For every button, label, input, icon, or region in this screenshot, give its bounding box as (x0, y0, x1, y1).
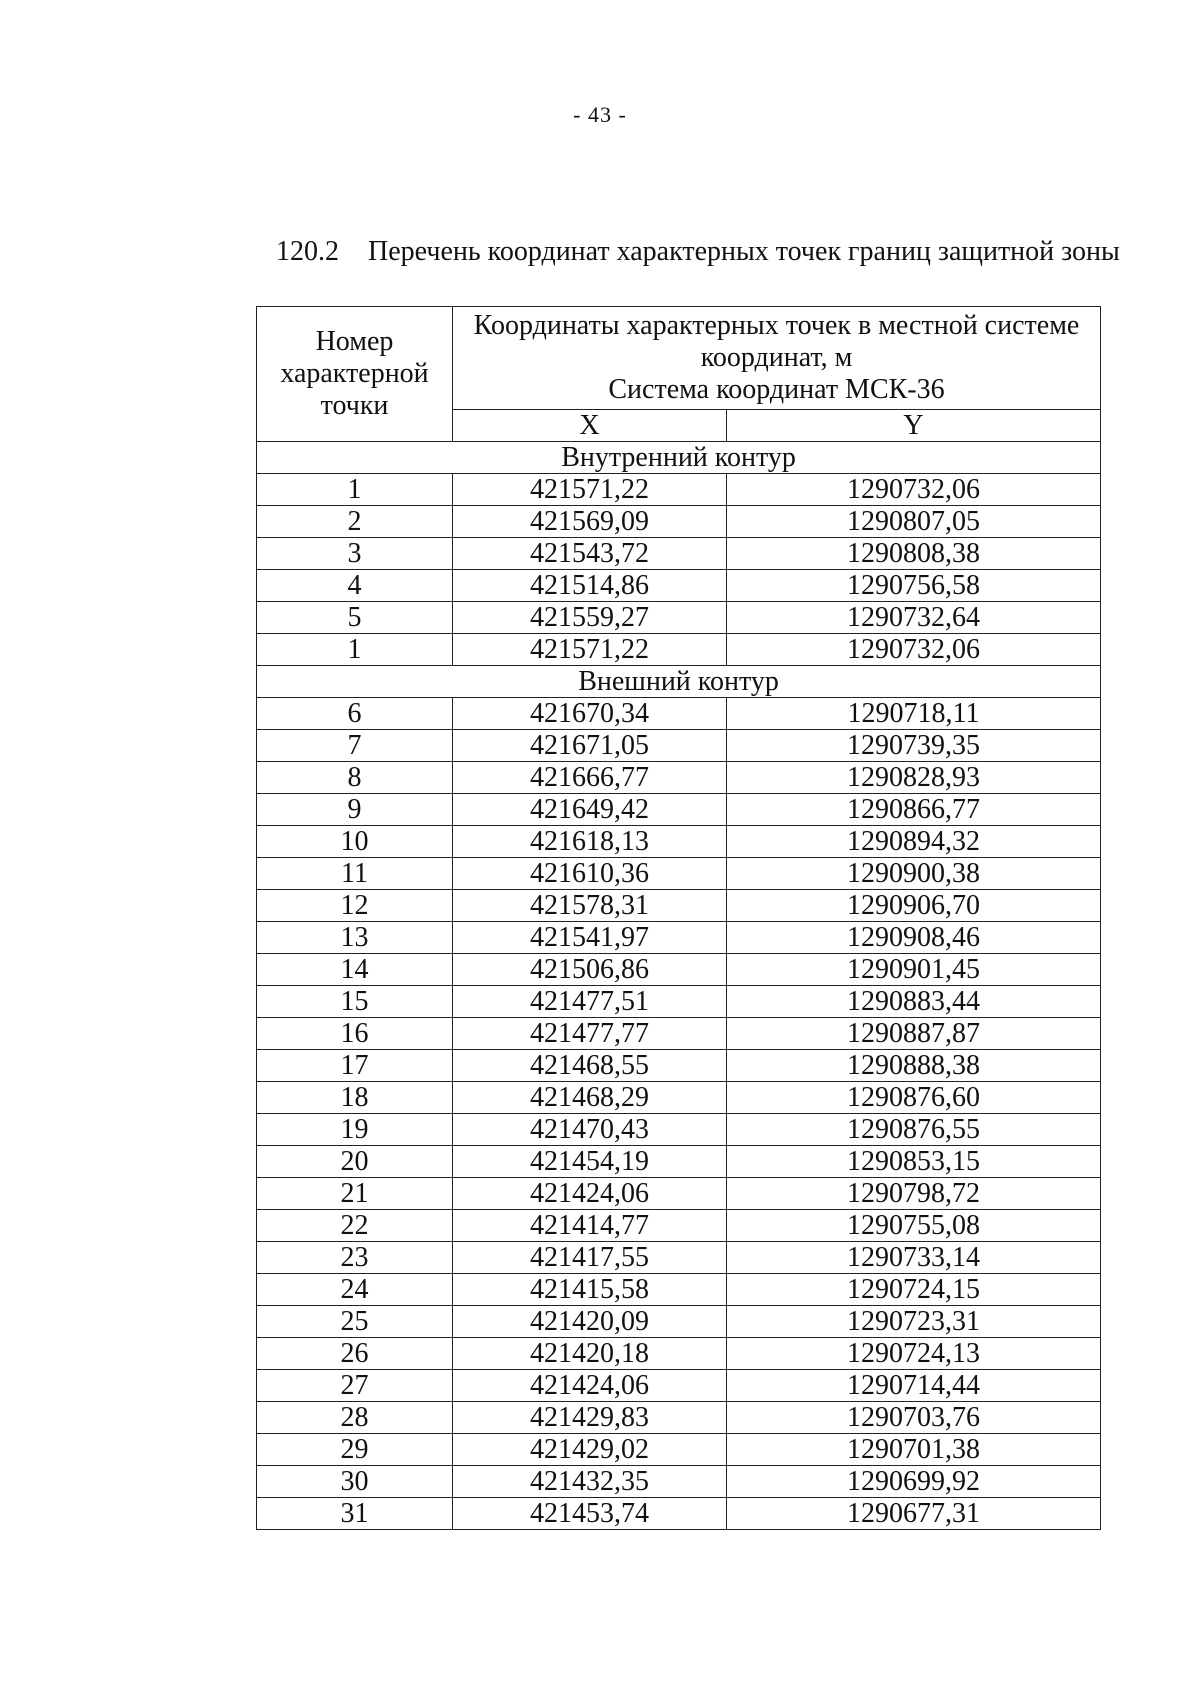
x-coordinate-cell: 421415,58 (453, 1274, 727, 1306)
coords-header-line: Система координат МСК-36 (608, 374, 945, 405)
y-coordinate-cell: 1290733,14 (727, 1242, 1101, 1274)
point-number-cell: 3 (257, 538, 453, 570)
table-row (257, 762, 1101, 794)
x-coordinate-cell: 421424,06 (453, 1370, 727, 1402)
point-number-cell: 8 (257, 762, 453, 794)
x-coordinate-cell: 421414,77 (453, 1210, 727, 1242)
point-number-cell: 4 (257, 570, 453, 602)
section-number: 120.2 (276, 236, 339, 267)
table-row (257, 794, 1101, 826)
page-number: - 43 - (573, 102, 627, 127)
x-coordinate-cell: 421477,51 (453, 986, 727, 1018)
point-number-cell: 5 (257, 602, 453, 634)
y-coordinate-cell: 1290876,60 (727, 1082, 1101, 1114)
x-column-header: X (453, 410, 727, 442)
y-coordinate-cell: 1290853,15 (727, 1146, 1101, 1178)
table-row (257, 634, 1101, 666)
y-coordinate-cell: 1290876,55 (727, 1114, 1101, 1146)
point-number-cell: 24 (257, 1274, 453, 1306)
point-number-cell: 6 (257, 698, 453, 730)
y-coordinate-cell: 1290908,46 (727, 922, 1101, 954)
table-row (257, 922, 1101, 954)
x-coordinate-cell: 421506,86 (453, 954, 727, 986)
y-coordinate-cell: 1290906,70 (727, 890, 1101, 922)
point-number-cell: 13 (257, 922, 453, 954)
x-coordinate-cell: 421454,19 (453, 1146, 727, 1178)
point-header-line: точки (320, 390, 389, 421)
point-number-cell: 9 (257, 794, 453, 826)
table-body (257, 442, 1101, 1530)
y-coordinate-cell: 1290723,31 (727, 1306, 1101, 1338)
y-coordinate-cell: 1290894,32 (727, 826, 1101, 858)
point-number-cell: 16 (257, 1018, 453, 1050)
x-coordinate-cell: 421429,83 (453, 1402, 727, 1434)
y-column-header: Y (727, 410, 1101, 442)
x-coordinate-cell: 421470,43 (453, 1114, 727, 1146)
point-number-cell: 28 (257, 1402, 453, 1434)
table-row (257, 602, 1101, 634)
point-number-cell: 12 (257, 890, 453, 922)
x-coordinate-cell: 421618,13 (453, 826, 727, 858)
table-row (257, 730, 1101, 762)
point-header-line: характерной (280, 358, 429, 389)
table-row (257, 1082, 1101, 1114)
y-coordinate-cell: 1290883,44 (727, 986, 1101, 1018)
x-coordinate-cell: 421429,02 (453, 1434, 727, 1466)
table-row (257, 1466, 1101, 1498)
table-row (257, 1306, 1101, 1338)
y-coordinate-cell: 1290888,38 (727, 1050, 1101, 1082)
point-number-cell: 25 (257, 1306, 453, 1338)
y-coordinate-cell: 1290807,05 (727, 506, 1101, 538)
point-number-cell: 27 (257, 1370, 453, 1402)
table-row (257, 506, 1101, 538)
table-row (257, 1498, 1101, 1530)
y-coordinate-cell: 1290724,15 (727, 1274, 1101, 1306)
x-coordinate-cell: 421477,77 (453, 1018, 727, 1050)
point-number-cell: 7 (257, 730, 453, 762)
x-coordinate-cell: 421569,09 (453, 506, 727, 538)
x-coordinate-cell: 421571,22 (453, 474, 727, 506)
x-coordinate-cell: 421453,74 (453, 1498, 727, 1530)
point-number-cell: 1 (257, 634, 453, 666)
section-title: Перечень координат характерных точек границ защитной зоны (368, 236, 1120, 267)
y-coordinate-cell: 1290718,11 (727, 698, 1101, 730)
x-coordinate-cell: 421610,36 (453, 858, 727, 890)
point-number-cell: 19 (257, 1114, 453, 1146)
x-coordinate-cell: 421417,55 (453, 1242, 727, 1274)
coordinates-header (453, 307, 1101, 410)
table-row (257, 1338, 1101, 1370)
section-heading (276, 236, 1120, 268)
x-coordinate-cell: 421670,34 (453, 698, 727, 730)
table-row (257, 1018, 1101, 1050)
point-number-cell: 20 (257, 1146, 453, 1178)
x-coordinate-cell: 421666,77 (453, 762, 727, 794)
y-coordinate-cell: 1290755,08 (727, 1210, 1101, 1242)
table-row (257, 1050, 1101, 1082)
y-coordinate-cell: 1290798,72 (727, 1178, 1101, 1210)
point-number-cell: 23 (257, 1242, 453, 1274)
table-row (257, 474, 1101, 506)
x-coordinate-cell: 421514,86 (453, 570, 727, 602)
point-number-cell: 2 (257, 506, 453, 538)
x-coordinate-cell: 421559,27 (453, 602, 727, 634)
point-number-cell: 31 (257, 1498, 453, 1530)
y-coordinate-cell: 1290732,06 (727, 474, 1101, 506)
y-coordinate-cell: 1290756,58 (727, 570, 1101, 602)
point-number-cell: 30 (257, 1466, 453, 1498)
point-number-cell: 22 (257, 1210, 453, 1242)
y-coordinate-cell: 1290699,92 (727, 1466, 1101, 1498)
table-row (257, 1370, 1101, 1402)
table-row (257, 954, 1101, 986)
y-coordinate-cell: 1290724,13 (727, 1338, 1101, 1370)
x-coordinate-cell: 421468,55 (453, 1050, 727, 1082)
y-coordinate-cell: 1290901,45 (727, 954, 1101, 986)
y-coordinate-cell: 1290808,38 (727, 538, 1101, 570)
point-number-cell: 17 (257, 1050, 453, 1082)
x-coordinate-cell: 421420,09 (453, 1306, 727, 1338)
table-row (257, 1402, 1101, 1434)
y-coordinate-cell: 1290739,35 (727, 730, 1101, 762)
point-number-cell: 14 (257, 954, 453, 986)
coords-header-line: координат, м (700, 342, 853, 373)
x-coordinate-cell: 421541,97 (453, 922, 727, 954)
table-row (257, 1434, 1101, 1466)
table-row (257, 858, 1101, 890)
table-row (257, 986, 1101, 1018)
point-number-cell: 18 (257, 1082, 453, 1114)
point-number-cell: 26 (257, 1338, 453, 1370)
y-coordinate-cell: 1290887,87 (727, 1018, 1101, 1050)
point-header-line: Номер (315, 326, 394, 357)
y-coordinate-cell: 1290866,77 (727, 794, 1101, 826)
point-number-cell: 11 (257, 858, 453, 890)
y-coordinate-cell: 1290732,06 (727, 634, 1101, 666)
y-coordinate-cell: 1290701,38 (727, 1434, 1101, 1466)
y-coordinate-cell: 1290714,44 (727, 1370, 1101, 1402)
point-number-cell: 15 (257, 986, 453, 1018)
table-row (257, 1274, 1101, 1306)
y-coordinate-cell: 1290828,93 (727, 762, 1101, 794)
section-title-cell: Внешний контур (257, 666, 1101, 698)
table-row (257, 826, 1101, 858)
point-number-cell: 10 (257, 826, 453, 858)
table-row (257, 1114, 1101, 1146)
table-row (257, 570, 1101, 602)
x-coordinate-cell: 421571,22 (453, 634, 727, 666)
point-number-cell: 1 (257, 474, 453, 506)
x-coordinate-cell: 421432,35 (453, 1466, 727, 1498)
x-coordinate-cell: 421420,18 (453, 1338, 727, 1370)
y-coordinate-cell: 1290677,31 (727, 1498, 1101, 1530)
table-row (257, 1178, 1101, 1210)
section-row (257, 442, 1101, 474)
point-number-cell: 29 (257, 1434, 453, 1466)
y-coordinate-cell: 1290703,76 (727, 1402, 1101, 1434)
x-coordinate-cell: 421671,05 (453, 730, 727, 762)
x-coordinate-cell: 421468,29 (453, 1082, 727, 1114)
x-coordinate-cell: 421543,72 (453, 538, 727, 570)
table-row (257, 538, 1101, 570)
table-row (257, 1146, 1101, 1178)
x-coordinate-cell: 421424,06 (453, 1178, 727, 1210)
table-row (257, 1242, 1101, 1274)
table-row (257, 1210, 1101, 1242)
y-coordinate-cell: 1290900,38 (727, 858, 1101, 890)
table-row (257, 698, 1101, 730)
coords-header-line: Координаты характерных точек в местной системе (473, 310, 1080, 341)
y-coordinate-cell: 1290732,64 (727, 602, 1101, 634)
point-number-header (257, 307, 453, 442)
table-row (257, 890, 1101, 922)
point-number-cell: 21 (257, 1178, 453, 1210)
section-title-cell: Внутренний контур (257, 442, 1101, 474)
section-row (257, 666, 1101, 698)
x-coordinate-cell: 421578,31 (453, 890, 727, 922)
x-coordinate-cell: 421649,42 (453, 794, 727, 826)
coordinates-table (256, 306, 1101, 1530)
